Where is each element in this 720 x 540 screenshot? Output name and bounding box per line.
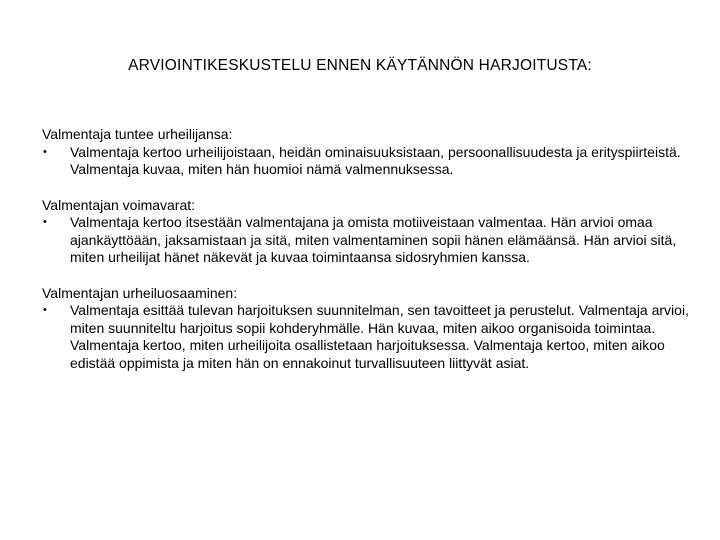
section-coach-resources xyxy=(42,197,702,267)
bullet-text: Valmentaja kertoo urheilijoistaan, heidän ominaisuuksistaan, persoonallisuudesta ja erityspiirteistä. Valmentaja kuvaa, miten hän huomioi nämä valmennuksessa. xyxy=(70,143,681,177)
bullet-item xyxy=(42,144,702,179)
bullet-item xyxy=(42,214,702,267)
bullet-dot-icon: • xyxy=(43,216,47,228)
bullet-text: Valmentaja kertoo itsestään valmentajana ja omista motiiveistaan valmentaa. Hän arvioi omaa ajankäyttöään, jaksamistaan ja sitä, miten valmentaminen sopii hänen elämäänsä. Hän arvioi sitä, miten urheilijat hänet näkevät ja kuvaa toimintaansa sidosryhmien kanssa. xyxy=(70,214,677,265)
section-heading: Valmentajan voimavarat: xyxy=(42,196,196,213)
bullet-dot-icon: • xyxy=(43,304,47,316)
slide-content xyxy=(42,126,702,390)
section-heading: Valmentaja tuntee urheilijansa: xyxy=(42,126,233,142)
bullet-text: Valmentaja esittää tulevan harjoituksen suunnitelman, sen tavoitteet ja perustelut. Valmentaja arvioi, miten suunniteltu harjoitus sopii kohderyhmälle. Hän kuvaa, miten aikoo organisoida toimintaa. Valmentaja kertoo, miten urheilijoita osallistetaan harjoituksessa. Valmentaja kertoo, miten aikoo edistää oppimista ja miten hän on ennakoinut turvallisuuteen liittyvät asiat. xyxy=(70,302,689,371)
bullet-item xyxy=(42,302,702,372)
section-coach-sports-expertise xyxy=(42,285,702,373)
section-coach-knows-athletes xyxy=(42,126,702,179)
bullet-dot-icon: • xyxy=(43,145,47,158)
slide-title: ARVIOINTIKESKUSTELU ENNEN KÄYTÄNNÖN HARJOITUSTA: xyxy=(128,57,592,74)
section-heading: Valmentajan urheiluosaaminen: xyxy=(42,284,238,301)
